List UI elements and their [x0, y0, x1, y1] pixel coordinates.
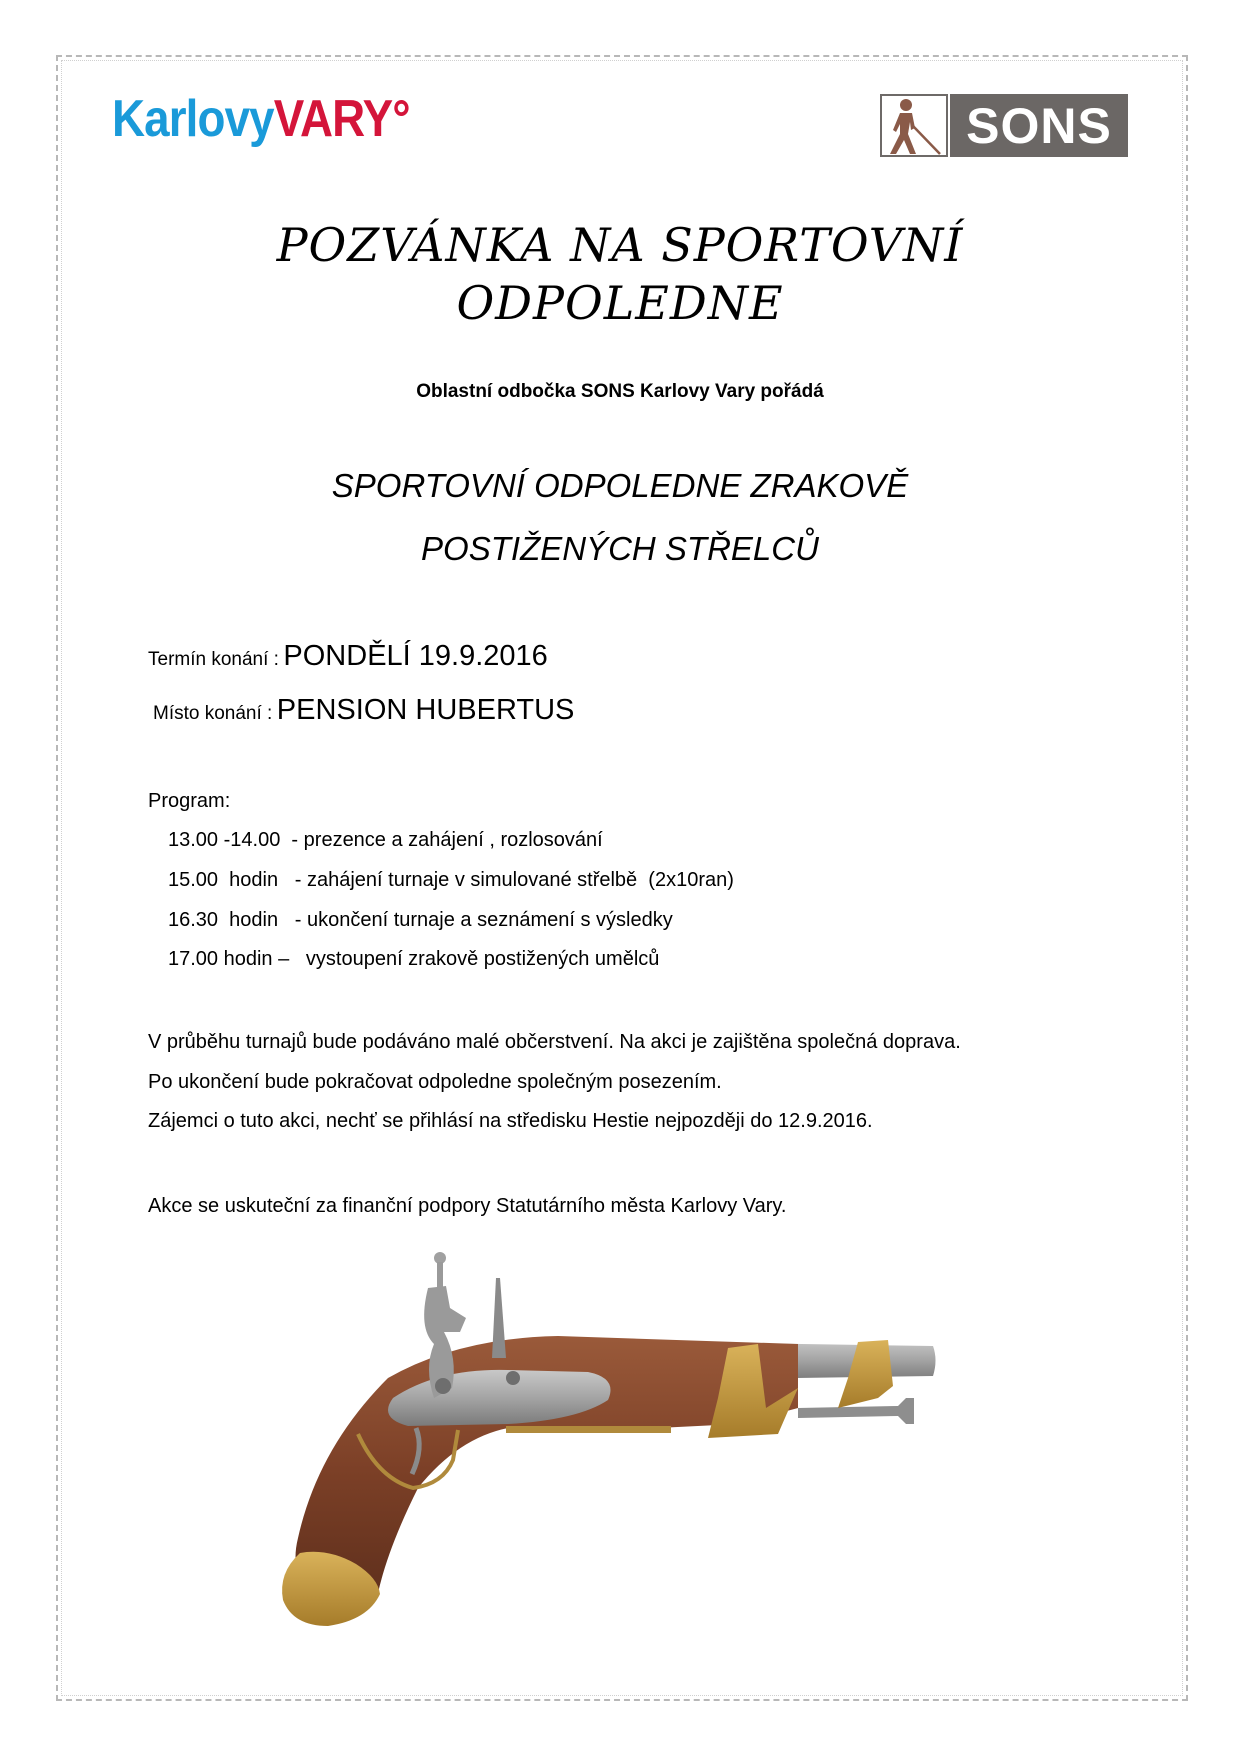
- info-line: Zájemci o tuto akci, nechť se přihlásí na středisku Hestie nejpozději do 12.9.2016.: [148, 1110, 873, 1132]
- program-time: 17.00 hodin –: [168, 948, 306, 970]
- program-time: 13.00 -14.00 -: [168, 829, 304, 851]
- program-heading: Program:: [148, 790, 231, 812]
- event-name-line2: POSTIŽENÝCH STŘELCŮ: [421, 530, 819, 567]
- program-time: 15.00 hodin -: [168, 869, 307, 891]
- program-text: zahájení turnaje v simulované střelbě (2x10ran): [306, 869, 734, 891]
- date-label: Termín konání :: [148, 649, 279, 670]
- blind-person-with-cane-icon: [880, 94, 948, 157]
- program-time: 16.30 hodin -: [168, 909, 307, 931]
- program-item: [168, 909, 673, 932]
- karlovy-vary-logo: [112, 90, 410, 148]
- organizer-line: Oblastní odbočka SONS Karlovy Vary pořádá: [416, 381, 824, 402]
- program-text: vystoupení zrakově postižených umělců: [305, 948, 660, 970]
- date-value: PONDĚLÍ 19.9.2016: [283, 640, 548, 672]
- sons-logo: [880, 94, 1128, 157]
- date-row: [148, 640, 548, 673]
- invitation-title-line2: ODPOLEDNE: [456, 276, 784, 330]
- sons-logo-text: SONS: [950, 94, 1128, 157]
- place-label: Místo konání :: [153, 703, 273, 724]
- info-line: Po ukončení bude pokračovat odpoledne společným posezením.: [148, 1071, 722, 1093]
- flintlock-pistol-icon: [238, 1248, 942, 1648]
- program-item: [168, 948, 659, 971]
- place-row: [153, 694, 574, 727]
- program-item: [168, 869, 734, 892]
- invitation-title-line1: POZVÁNKA NA SPORTOVNÍ: [276, 218, 964, 272]
- program-text: prezence a zahájení , rozlosování: [303, 829, 603, 851]
- support-statement: Akce se uskuteční za finanční podpory Statutárního města Karlovy Vary.: [148, 1195, 787, 1217]
- info-line: V průběhu turnajů bude podáváno malé občerstvení. Na akci je zajištěna společná doprava.: [148, 1031, 961, 1053]
- logo-part-karlovy: Karlovy: [112, 90, 274, 148]
- event-name-line1: SPORTOVNÍ ODPOLEDNE ZRAKOVĚ: [331, 467, 909, 504]
- logo-part-vary: VARY°: [273, 90, 410, 148]
- program-item: [168, 829, 603, 852]
- place-value: PENSION HUBERTUS: [276, 694, 575, 726]
- program-text: ukončení turnaje a seznámení s výsledky: [306, 909, 673, 931]
